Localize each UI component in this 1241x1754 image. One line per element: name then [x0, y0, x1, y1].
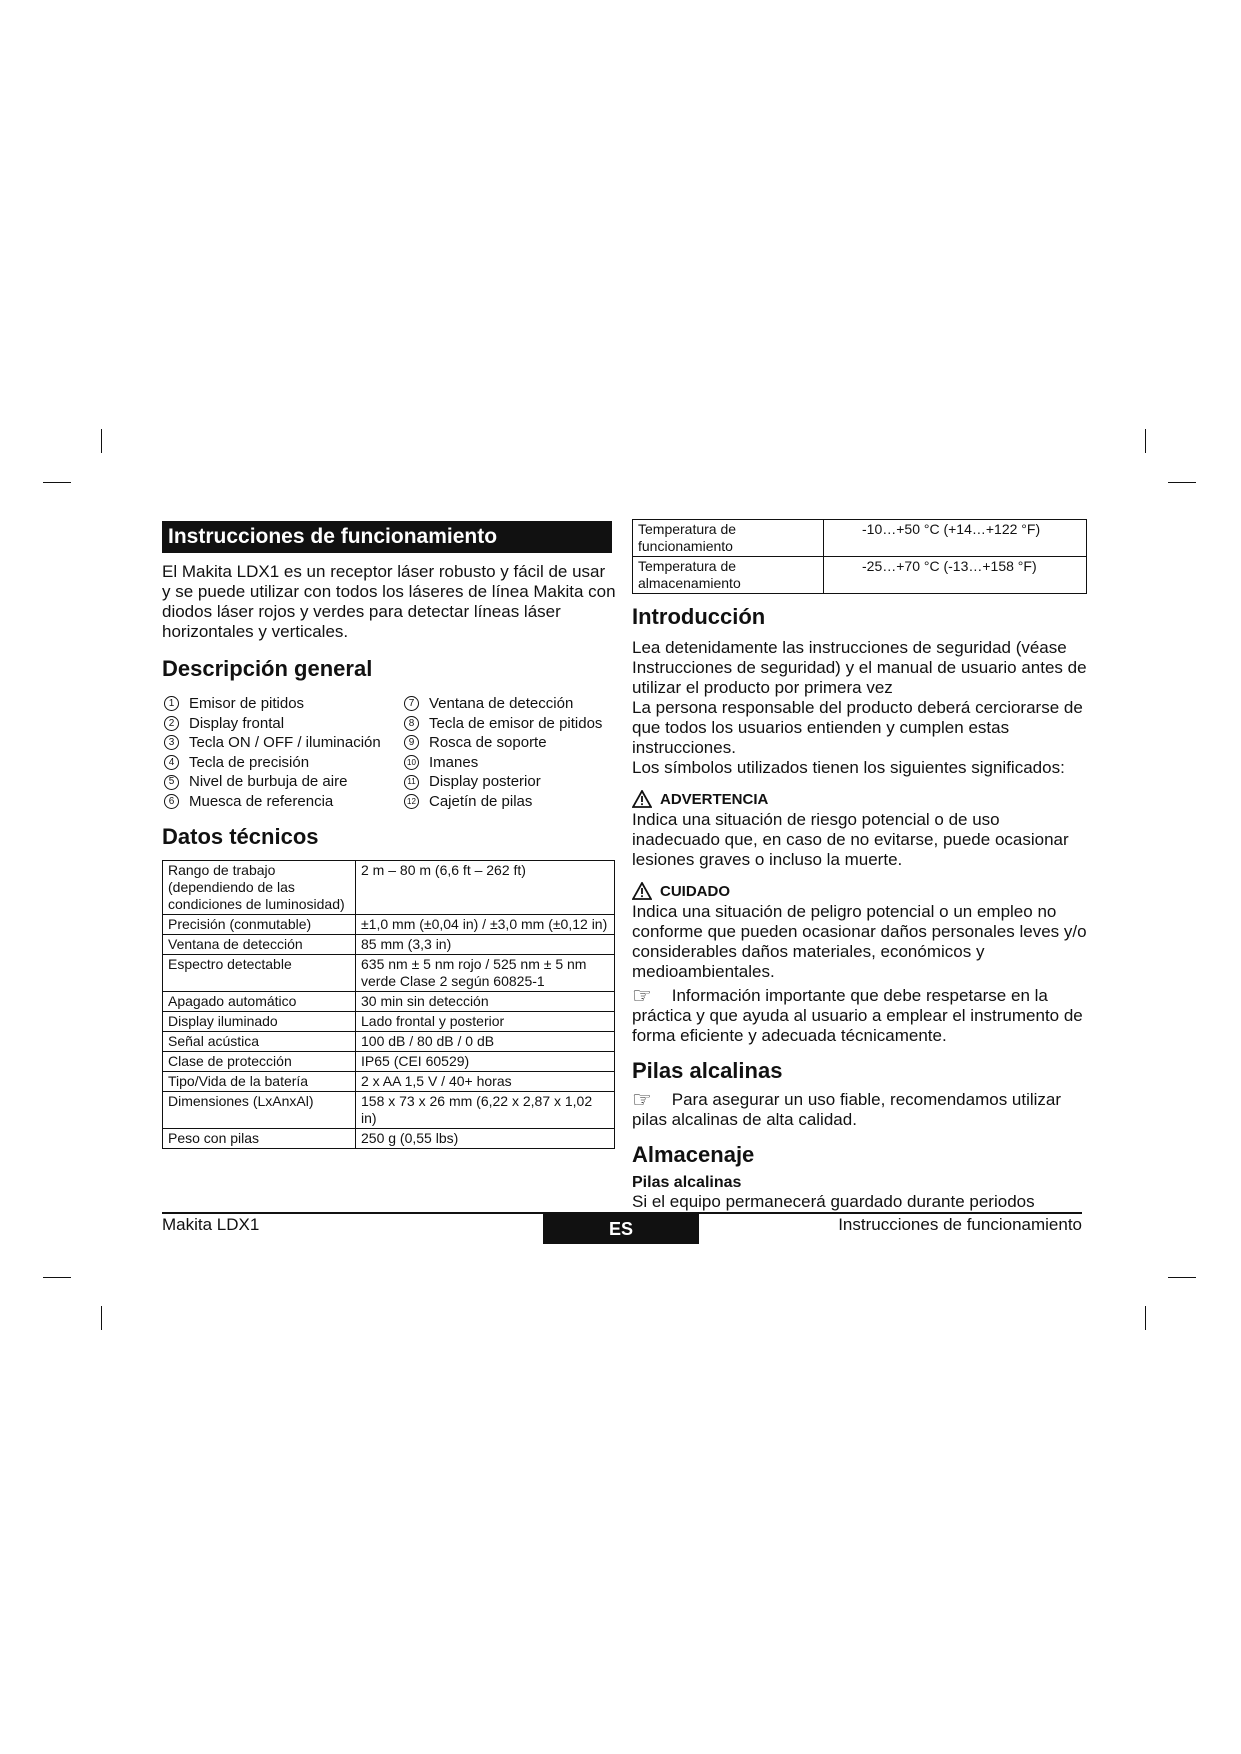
warning-triangle-icon [632, 790, 652, 808]
part-label: Nivel de burbuja de aire [189, 773, 348, 791]
language-tab: ES [543, 1214, 699, 1244]
batteries-text: Para asegurar un uso fiable, recomendamos utilizar pilas alcalinas de alta calidad. [632, 1090, 1062, 1129]
part-label: Display frontal [189, 714, 285, 732]
part-label: Rosca de soporte [429, 734, 547, 752]
warning-title: ADVERTENCIA [660, 790, 769, 808]
spec-value: 85 mm (3,3 in) [356, 934, 615, 954]
crop-mark [43, 482, 71, 483]
part-label: Cajetín de pilas [429, 792, 533, 810]
number-badge: 10 [404, 755, 419, 770]
spec-label: Display iluminado [163, 1011, 356, 1031]
spec-value: -10…+50 °C (+14…+122 °F) [824, 520, 1087, 557]
part-label: Muesca de referencia [189, 792, 334, 810]
number-badge: 4 [164, 755, 179, 770]
warning-heading [632, 790, 1087, 808]
spec-value: 100 dB / 80 dB / 0 dB [356, 1031, 615, 1051]
info-text: Información importante que debe respetarse en la práctica y que ayuda al usuario a emplear el instrumento de forma eficiente y adecuada técnicamente. [632, 986, 1083, 1045]
table-row [163, 1128, 615, 1148]
number-badge: 1 [164, 696, 179, 711]
spec-label: Peso con pilas [163, 1128, 356, 1148]
left-column [162, 521, 616, 1149]
part-label: Ventana de detección [429, 695, 574, 712]
spec-label: Precisión (conmutable) [163, 914, 356, 934]
spec-label: Tipo/Vida de la batería [163, 1071, 356, 1091]
part-label: Emisor de pitidos [189, 695, 305, 712]
parts-list [162, 694, 616, 812]
batteries-note [632, 1087, 1087, 1130]
table-row [633, 557, 1087, 594]
spec-value: 158 x 73 x 26 mm (6,22 x 2,87 x 1,02 in) [356, 1091, 615, 1128]
specs-table [162, 860, 615, 1149]
crop-mark [101, 1306, 102, 1330]
intro-paragraph-1: Lea detenidamente las instrucciones de seguridad (véase Instrucciones de seguridad) y el manual de usuario antes de utilizar el producto por primera vez [632, 638, 1087, 697]
pointing-hand-icon: ☞ [632, 1087, 652, 1112]
crop-mark [43, 1277, 71, 1278]
part-label: Imanes [429, 753, 479, 771]
spec-value: 30 min sin detección [356, 991, 615, 1011]
table-row [163, 860, 615, 914]
spec-label: Clase de protección [163, 1051, 356, 1071]
list-item [402, 714, 616, 734]
table-row [163, 1091, 615, 1128]
crop-mark [1168, 482, 1196, 483]
table-row [163, 1071, 615, 1091]
spec-label: Señal acústica [163, 1031, 356, 1051]
list-item [402, 792, 616, 812]
parts-list-left [162, 694, 402, 812]
batteries-heading: Pilas alcalinas [632, 1058, 783, 1083]
list-item [402, 772, 616, 792]
crop-mark [101, 429, 102, 453]
parts-list-right [402, 694, 616, 812]
list-item [402, 694, 616, 714]
general-heading: Descripción general [162, 656, 373, 681]
table-row [163, 991, 615, 1011]
list-item [402, 733, 616, 753]
crop-mark [1168, 1277, 1196, 1278]
list-item [402, 753, 616, 773]
part-label: Tecla de emisor de pitidos [429, 714, 603, 732]
caution-text: Indica una situación de peligro potencial o un empleo no conforme que pueden ocasionar daños personales leves y/o considerables daños materiales, económicos y medioambientales. [632, 902, 1087, 981]
spec-label: Temperatura de funcionamiento [633, 520, 824, 557]
number-badge: 2 [164, 716, 179, 731]
intro-paragraph-2: La persona responsable del producto deberá cerciorarse de que todos los usuarios entienden y cumplen estas instrucciones. [632, 698, 1083, 757]
list-item [162, 753, 402, 773]
info-note [632, 983, 1087, 1046]
list-item [162, 772, 402, 792]
warning-text: Indica una situación de riesgo potencial o de uso inadecuado que, en caso de no evitarse, puede ocasionar lesiones graves o incluso la muerte. [632, 810, 1069, 869]
spec-value: IP65 (CEI 60529) [356, 1051, 615, 1071]
section-title-bar: Instrucciones de funcionamiento [162, 521, 612, 553]
caution-triangle-icon [632, 882, 652, 900]
number-badge: 3 [164, 735, 179, 750]
table-row [163, 1051, 615, 1071]
crop-mark [1145, 1306, 1146, 1330]
list-item [162, 694, 402, 714]
spec-label: Espectro detectable [163, 954, 356, 991]
table-row [163, 1031, 615, 1051]
storage-text: Si el equipo permanecerá guardado durante periodos [632, 1192, 1035, 1211]
intro-heading: Introducción [632, 604, 766, 629]
spec-value: ±1,0 mm (±0,04 in) / ±3,0 mm (±0,12 in) [356, 914, 615, 934]
caution-title: CUIDADO [660, 882, 730, 900]
temperature-table [632, 519, 1087, 594]
footer-product-name: Makita LDX1 [162, 1215, 260, 1234]
number-badge: 6 [164, 794, 179, 809]
number-badge: 5 [164, 775, 179, 790]
tech-heading: Datos técnicos [162, 823, 319, 849]
intro-paragraph: El Makita LDX1 es un receptor láser robusto y fácil de usar y se puede utilizar con todos los láseres de línea Makita con diodos láser rojos y verdes para detectar líneas láser horizontales y verticales. [162, 562, 616, 641]
spec-label: Temperatura de almacenamiento [633, 557, 824, 594]
storage-heading: Almacenaje [632, 1142, 755, 1167]
table-row [633, 520, 1087, 557]
spec-label: Rango de trabajo (dependiendo de las condiciones de luminosidad) [163, 860, 356, 914]
part-label: Tecla ON / OFF / iluminación [189, 734, 381, 752]
number-badge: 7 [404, 696, 419, 711]
number-badge: 8 [404, 716, 419, 731]
spec-value: 250 g (0,55 lbs) [356, 1128, 615, 1148]
number-badge: 9 [404, 735, 419, 750]
right-column [632, 519, 1087, 1232]
caution-heading [632, 882, 1087, 900]
list-item [162, 792, 402, 812]
spec-value: Lado frontal y posterior [356, 1011, 615, 1031]
spec-label: Ventana de detección [163, 934, 356, 954]
list-item [162, 714, 402, 734]
pointing-hand-icon: ☞ [632, 983, 652, 1008]
storage-subheading: Pilas alcalinas [632, 1174, 742, 1191]
table-row [163, 954, 615, 991]
table-row [163, 914, 615, 934]
spec-value: 635 nm ± 5 nm rojo / 525 nm ± 5 nm verde Clase 2 según 60825-1 [356, 954, 615, 991]
spec-label: Apagado automático [163, 991, 356, 1011]
spec-label: Dimensiones (LxAnxAl) [163, 1091, 356, 1128]
spec-value: -25…+70 °C (-13…+158 °F) [824, 557, 1087, 594]
number-badge: 12 [404, 794, 419, 809]
footer-section-title: Instrucciones de funcionamiento [838, 1215, 1082, 1234]
table-row [163, 1011, 615, 1031]
number-badge: 11 [404, 775, 419, 790]
part-label: Display posterior [429, 773, 541, 791]
crop-mark [1145, 429, 1146, 453]
table-row [163, 934, 615, 954]
spec-value: 2 x AA 1,5 V / 40+ horas [356, 1071, 615, 1091]
intro-paragraph-3: Los símbolos utilizados tienen los siguientes significados: [632, 758, 1065, 777]
list-item [162, 733, 402, 753]
part-label: Tecla de precisión [189, 753, 310, 771]
spec-value: 2 m – 80 m (6,6 ft – 262 ft) [356, 860, 615, 914]
